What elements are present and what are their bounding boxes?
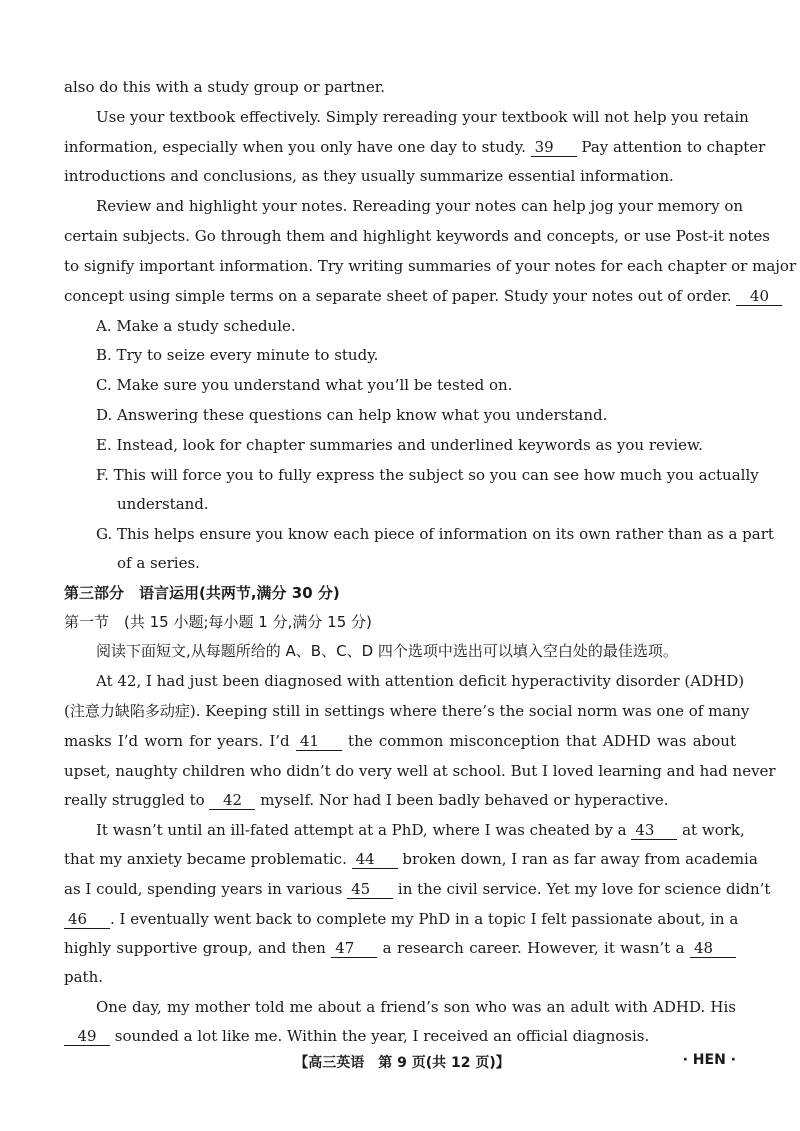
text-line	[64, 879, 771, 899]
blank-39: 39	[531, 139, 577, 157]
blank-46: 46	[64, 911, 110, 929]
text-line	[64, 938, 736, 958]
option-text: understand.	[117, 495, 209, 513]
paragraph-text: at work,	[682, 821, 745, 839]
text-line	[96, 196, 744, 216]
paragraph-text: Use your textbook effectively. Simply rereading your textbook will not help you retain	[96, 108, 749, 126]
blank-47: 47	[331, 940, 377, 958]
text-line	[64, 701, 750, 721]
blank-45: 45	[347, 881, 393, 899]
text-line	[64, 731, 736, 751]
blank-48: 48	[690, 940, 736, 958]
option-a	[96, 316, 736, 336]
text-line	[64, 761, 776, 781]
option-text: F. This will force you to fully express the subject so you can see how much you actually	[96, 466, 759, 484]
text-line	[64, 137, 766, 157]
page-footer	[0, 1052, 800, 1072]
option-g	[96, 524, 774, 544]
footer-page-info: 【高三英语 第 9 页(共 12 页)】	[294, 1055, 510, 1071]
instruction-text: 阅读下面短文,从每题所给的 A、B、C、D 四个选项中选出可以填入空白处的最佳选项。	[96, 642, 678, 660]
paragraph-text: the common misconception that ADHD was about	[348, 732, 736, 750]
option-text: C. Make sure you understand what you’ll be tested on.	[96, 376, 513, 394]
paragraph-text: . I eventually went back to complete my PhD in a topic I felt passionate about, in a	[110, 910, 739, 928]
option-text: D. Answering these questions can help know what you understand.	[96, 406, 608, 424]
option-d	[96, 405, 736, 425]
option-text: of a series.	[117, 554, 200, 572]
option-f-cont	[117, 494, 736, 514]
paragraph-text: path.	[64, 968, 104, 986]
paragraph-text: It wasn’t until an ill-fated attempt at a PhD, where I was cheated by a	[96, 821, 627, 839]
paragraph-text: information, especially when you only have one day to study.	[64, 138, 526, 156]
paragraph-text: masks I’d worn for years. I’d	[64, 732, 290, 750]
footer-code: · HEN ·	[682, 1052, 736, 1068]
text-line	[64, 166, 736, 186]
text-line	[64, 967, 736, 987]
text-line	[64, 790, 736, 810]
paragraph-text: highly supportive group, and then	[64, 939, 326, 957]
option-g-cont	[117, 553, 736, 573]
blank-42: 42	[209, 792, 255, 810]
blank-43: 43	[631, 822, 677, 840]
paragraph-text: concept using simple terms on a separate sheet of paper. Study your notes out of order.	[64, 287, 732, 305]
paragraph-text: (注意力缺陷多动症). Keeping still in settings where there’s the social norm was one of many	[64, 702, 750, 720]
text-line	[96, 820, 745, 840]
paragraph-text: that my anxiety became problematic.	[64, 850, 347, 868]
paragraph-text: to signify important information. Try writing summaries of your notes for each chapter or major	[64, 257, 797, 275]
paragraph-text: certain subjects. Go through them and highlight keywords and concepts, or use Post-it notes	[64, 227, 770, 245]
paragraph-text: Pay attention to chapter	[581, 138, 766, 156]
option-text: B. Try to seize every minute to study.	[96, 346, 379, 364]
text-line	[64, 286, 770, 306]
section-title	[64, 583, 736, 603]
blank-41: 41	[296, 733, 342, 751]
text-line	[96, 997, 736, 1017]
text-line	[96, 671, 745, 691]
paragraph-text: introductions and conclusions, as they usually summarize essential information.	[64, 167, 674, 185]
option-b	[96, 345, 736, 365]
blank-44: 44	[352, 851, 398, 869]
section-title-text: 第三部分 语言运用(共两节,满分 30 分)	[64, 584, 340, 602]
text-line	[64, 77, 736, 97]
paragraph-text: sounded a lot like me. Within the year, I received an official diagnosis.	[114, 1027, 650, 1045]
paragraph-text: myself. Nor had I been badly behaved or hyperactive.	[260, 791, 669, 809]
option-f	[96, 465, 759, 485]
text-line	[96, 107, 749, 127]
text-line	[64, 226, 770, 246]
paragraph-text: One day, my mother told me about a friend’s son who was an adult with ADHD. His	[96, 998, 736, 1016]
subsection-title	[64, 612, 736, 632]
text-line	[64, 1026, 736, 1046]
paragraph-text: a research career. However, it wasn’t a	[382, 939, 685, 957]
paragraph-text: also do this with a study group or partner.	[64, 78, 385, 96]
option-text: A. Make a study schedule.	[96, 317, 296, 335]
paragraph-text: as I could, spending years in various	[64, 880, 343, 898]
instruction	[96, 641, 736, 661]
text-line	[64, 909, 739, 929]
option-e	[96, 435, 736, 455]
option-c	[96, 375, 736, 395]
paragraph-text: broken down, I ran as far away from academia	[402, 850, 758, 868]
paragraph-text: Review and highlight your notes. Rereading your notes can help jog your memory on	[96, 197, 744, 215]
option-text: E. Instead, look for chapter summaries and underlined keywords as you review.	[96, 436, 703, 454]
subsection-title-text: 第一节 (共 15 小题;每小题 1 分,满分 15 分)	[64, 613, 372, 631]
paragraph-text: At 42, I had just been diagnosed with attention deficit hyperactivity disorder (ADHD)	[96, 672, 745, 690]
blank-40: 40	[736, 288, 782, 306]
text-line	[64, 256, 797, 276]
option-text: G. This helps ensure you know each piece of information on its own rather than as a part	[96, 525, 774, 543]
paragraph-text: in the civil service. Yet my love for science didn’t	[397, 880, 771, 898]
blank-49: 49	[64, 1028, 110, 1046]
paragraph-text: really struggled to	[64, 791, 205, 809]
text-line	[64, 849, 758, 869]
paragraph-text: upset, naughty children who didn’t do very well at school. But I loved learning and had never	[64, 762, 776, 780]
